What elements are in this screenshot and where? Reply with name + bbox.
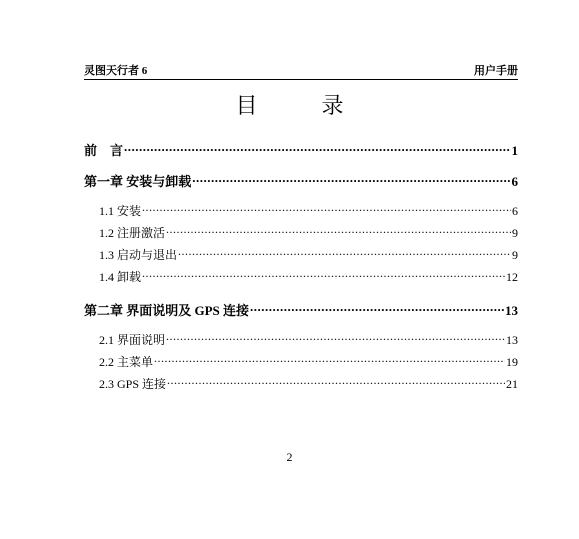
table-of-contents — [84, 140, 518, 397]
header-doc-type: 用户手册 — [474, 65, 518, 77]
toc-entry-label: 2.1 界面说明 — [99, 333, 166, 347]
toc-leader-dots — [142, 203, 511, 215]
toc-entry-page: 19 — [506, 355, 518, 369]
toc-entry-label: 2.3 GPS 连接 — [99, 377, 167, 391]
toc-entry-label: 2.2 主菜单 — [99, 355, 154, 369]
toc-entry-1-1[interactable] — [84, 202, 518, 224]
toc-entry-1-4[interactable] — [84, 268, 518, 290]
toc-entry-page: 6 — [512, 204, 518, 218]
toc-leader-dots — [250, 302, 504, 315]
page-header — [84, 64, 518, 78]
toc-entry-label: 第二章 界面说明及 GPS 连接 — [84, 303, 250, 318]
toc-entry-page: 21 — [506, 377, 518, 391]
toc-entry-label: 1.1 安装 — [99, 204, 142, 218]
toc-entry-page: 13 — [506, 333, 518, 347]
toc-leader-dots — [154, 354, 505, 366]
toc-entry-label: 1.4 卸载 — [99, 270, 142, 284]
toc-entry-1-3[interactable] — [84, 246, 518, 268]
toc-entry-page: 6 — [511, 174, 518, 189]
page-number: 2 — [286, 450, 293, 464]
toc-title — [0, 92, 579, 120]
toc-leader-dots — [167, 376, 505, 388]
toc-title-char-1: 目 — [235, 93, 258, 118]
toc-entry-page: 1 — [511, 143, 518, 158]
toc-entry-label: 前 言 — [84, 143, 124, 158]
toc-entry-2-1[interactable] — [84, 331, 518, 353]
toc-entry-2-2[interactable] — [84, 353, 518, 375]
toc-entry-page: 9 — [512, 226, 518, 240]
toc-entry-preface[interactable] — [84, 140, 518, 162]
toc-entry-2-3[interactable] — [84, 375, 518, 397]
toc-entry-label: 1.2 注册激活 — [99, 226, 166, 240]
toc-leader-dots — [166, 225, 511, 237]
toc-entry-chapter-1[interactable] — [84, 171, 518, 193]
toc-entry-chapter-2[interactable] — [84, 300, 518, 322]
toc-entry-page: 12 — [506, 270, 518, 284]
toc-entry-label: 第一章 安装与卸载 — [84, 174, 192, 189]
header-product-name: 灵图天行者 6 — [84, 65, 148, 77]
toc-leader-dots — [192, 173, 510, 186]
toc-leader-dots — [166, 332, 505, 344]
toc-title-char-2: 录 — [321, 93, 344, 118]
toc-leader-dots — [142, 269, 505, 281]
header-rule — [84, 79, 518, 80]
toc-entry-page: 13 — [505, 303, 518, 318]
toc-entry-page: 9 — [512, 248, 518, 262]
toc-leader-dots — [124, 142, 510, 155]
toc-entry-1-2[interactable] — [84, 224, 518, 246]
toc-leader-dots — [178, 247, 511, 259]
toc-entry-label: 1.3 启动与退出 — [99, 248, 178, 262]
